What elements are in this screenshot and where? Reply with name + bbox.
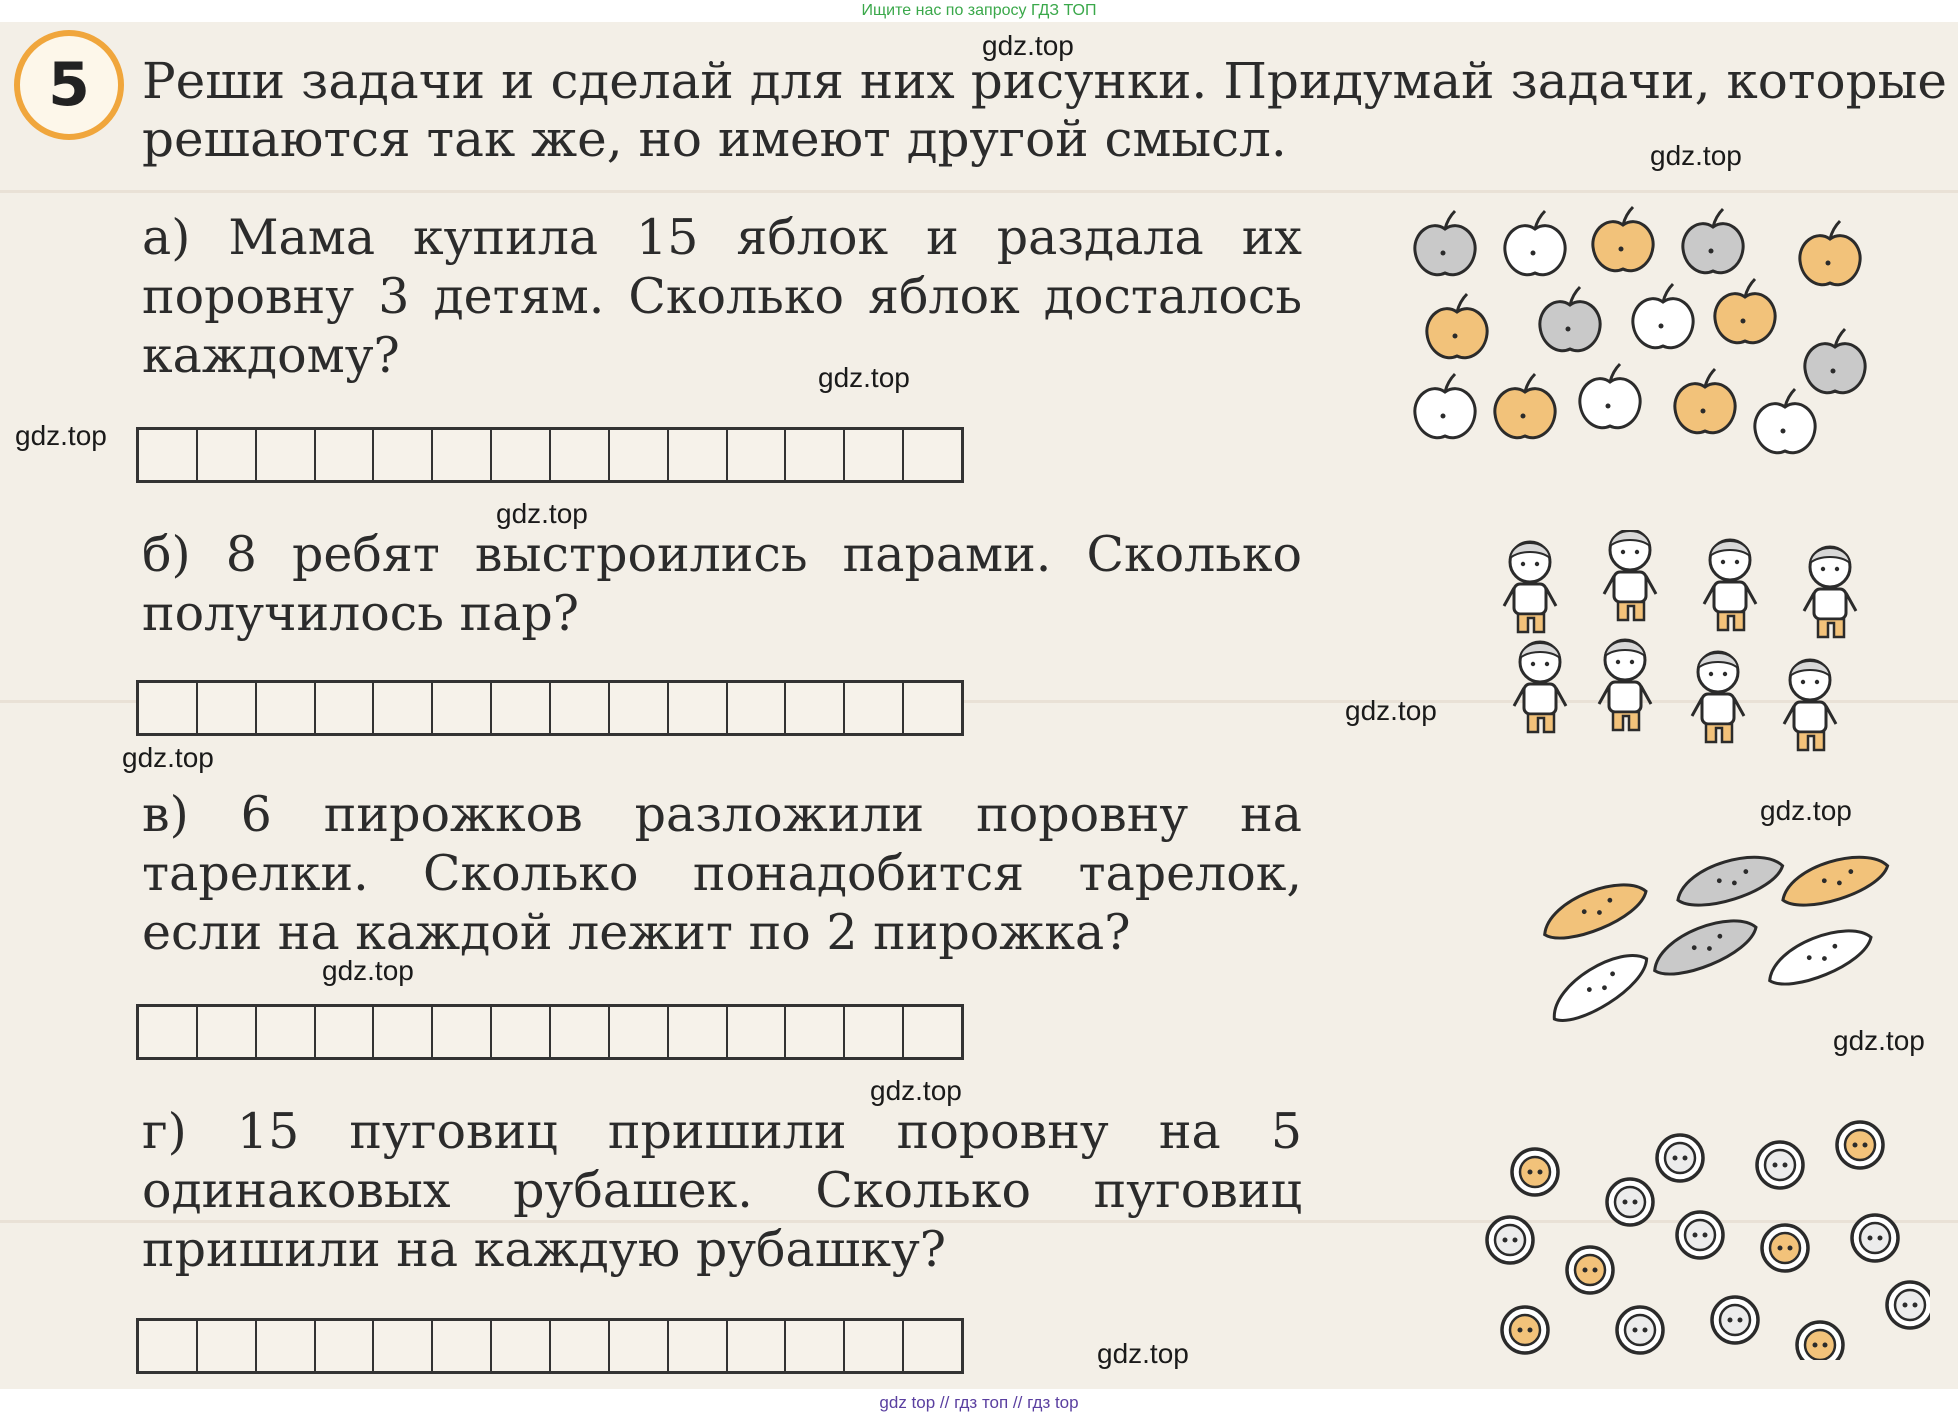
pie-icon — [1776, 848, 1892, 914]
problem-text: 8 ребят выстроились парами. Сколько получилось пар? — [142, 526, 1303, 642]
button-icon — [1797, 1322, 1843, 1360]
pies-illustration — [1525, 840, 1900, 1030]
bottom-banner[interactable]: gdz top // гдз топ // гдз top — [0, 1389, 1958, 1417]
apple-icon — [1505, 211, 1565, 275]
pie-icon — [1646, 910, 1763, 984]
watermark: gdz.top — [1650, 140, 1742, 171]
button-icon — [1837, 1122, 1883, 1168]
watermark: gdz.top — [1833, 1025, 1925, 1056]
problem-text: 15 пуговиц пришили поровну на 5 одинаковых рубашек. Сколько пуговиц пришили на каждую рубашку? — [142, 1103, 1303, 1278]
button-icon — [1607, 1179, 1653, 1225]
apple-icon — [1715, 279, 1775, 343]
apple-icon — [1675, 369, 1735, 433]
pie-icon — [1536, 874, 1653, 948]
apple-icon — [1593, 207, 1653, 271]
apple-icon — [1415, 374, 1475, 438]
button-icon — [1567, 1247, 1613, 1293]
task-number: 5 — [48, 50, 90, 120]
watermark: gdz.top — [1345, 695, 1437, 726]
top-banner[interactable]: Ищите нас по запросу ГДЗ ТОП — [0, 0, 1958, 22]
button-icon — [1502, 1307, 1548, 1353]
problem-v — [142, 785, 1302, 962]
child-icon — [1599, 640, 1651, 730]
apples-illustration — [1395, 205, 1895, 475]
watermark: gdz.top — [496, 498, 588, 529]
answer-grid-a[interactable] — [136, 427, 964, 483]
task-number-badge — [14, 30, 124, 140]
bleed-line — [0, 190, 1958, 193]
watermark: gdz.top — [870, 1075, 962, 1106]
button-icon — [1712, 1297, 1758, 1343]
problem-g — [142, 1102, 1302, 1279]
apple-icon — [1633, 284, 1693, 348]
answer-grid-v[interactable] — [136, 1004, 964, 1060]
button-icon — [1617, 1307, 1663, 1353]
buttons-illustration — [1480, 1120, 1930, 1360]
watermark: gdz.top — [982, 30, 1074, 61]
apple-icon — [1800, 221, 1860, 285]
child-icon — [1692, 652, 1744, 742]
problem-text: Мама купила 15 яблок и раздала их поровну 3 детям. Сколько яблок досталось каждому? — [142, 209, 1303, 384]
child-icon — [1804, 547, 1856, 637]
watermark: gdz.top — [322, 955, 414, 986]
child-icon — [1514, 642, 1566, 732]
button-icon — [1512, 1149, 1558, 1195]
apple-icon — [1580, 364, 1640, 428]
problem-label: б) — [142, 526, 191, 583]
apple-icon — [1540, 287, 1600, 351]
pie-icon — [1761, 920, 1878, 994]
button-icon — [1852, 1215, 1898, 1261]
child-icon — [1784, 660, 1836, 750]
apple-icon — [1495, 374, 1555, 438]
apple-icon — [1415, 211, 1475, 275]
problem-label: в) — [142, 786, 189, 843]
task-title: Реши задачи и сделай для них рисунки. Придумай задачи, которые решаются так же, но имеют другой смысл. — [142, 52, 1947, 168]
problem-text: 6 пирожков разложили поровну на тарелки. Сколько понадобится тарелок, если на каждой лежит по 2 пирожка? — [142, 786, 1302, 961]
watermark: gdz.top — [1760, 795, 1852, 826]
child-icon — [1704, 540, 1756, 630]
apple-icon — [1755, 389, 1815, 453]
button-icon — [1487, 1217, 1533, 1263]
button-icon — [1762, 1225, 1808, 1271]
apple-icon — [1427, 294, 1487, 358]
watermark: gdz.top — [1097, 1338, 1189, 1369]
problem-a — [142, 208, 1302, 385]
answer-grid-b[interactable] — [136, 680, 964, 736]
button-icon — [1887, 1282, 1930, 1328]
button-icon — [1657, 1135, 1703, 1181]
child-icon — [1604, 530, 1656, 620]
problem-label: г) — [142, 1103, 187, 1160]
child-icon — [1504, 542, 1556, 632]
watermark: gdz.top — [15, 420, 107, 451]
answer-grid-g[interactable] — [136, 1318, 964, 1374]
problem-label: а) — [142, 209, 191, 266]
problem-b — [142, 525, 1302, 643]
apple-icon — [1683, 209, 1743, 273]
pie-icon — [1542, 942, 1656, 1030]
button-icon — [1757, 1142, 1803, 1188]
pie-icon — [1671, 848, 1787, 914]
children-illustration — [1490, 530, 1870, 770]
button-icon — [1677, 1212, 1723, 1258]
watermark: gdz.top — [122, 742, 214, 773]
apple-icon — [1805, 329, 1865, 393]
watermark: gdz.top — [818, 362, 910, 393]
